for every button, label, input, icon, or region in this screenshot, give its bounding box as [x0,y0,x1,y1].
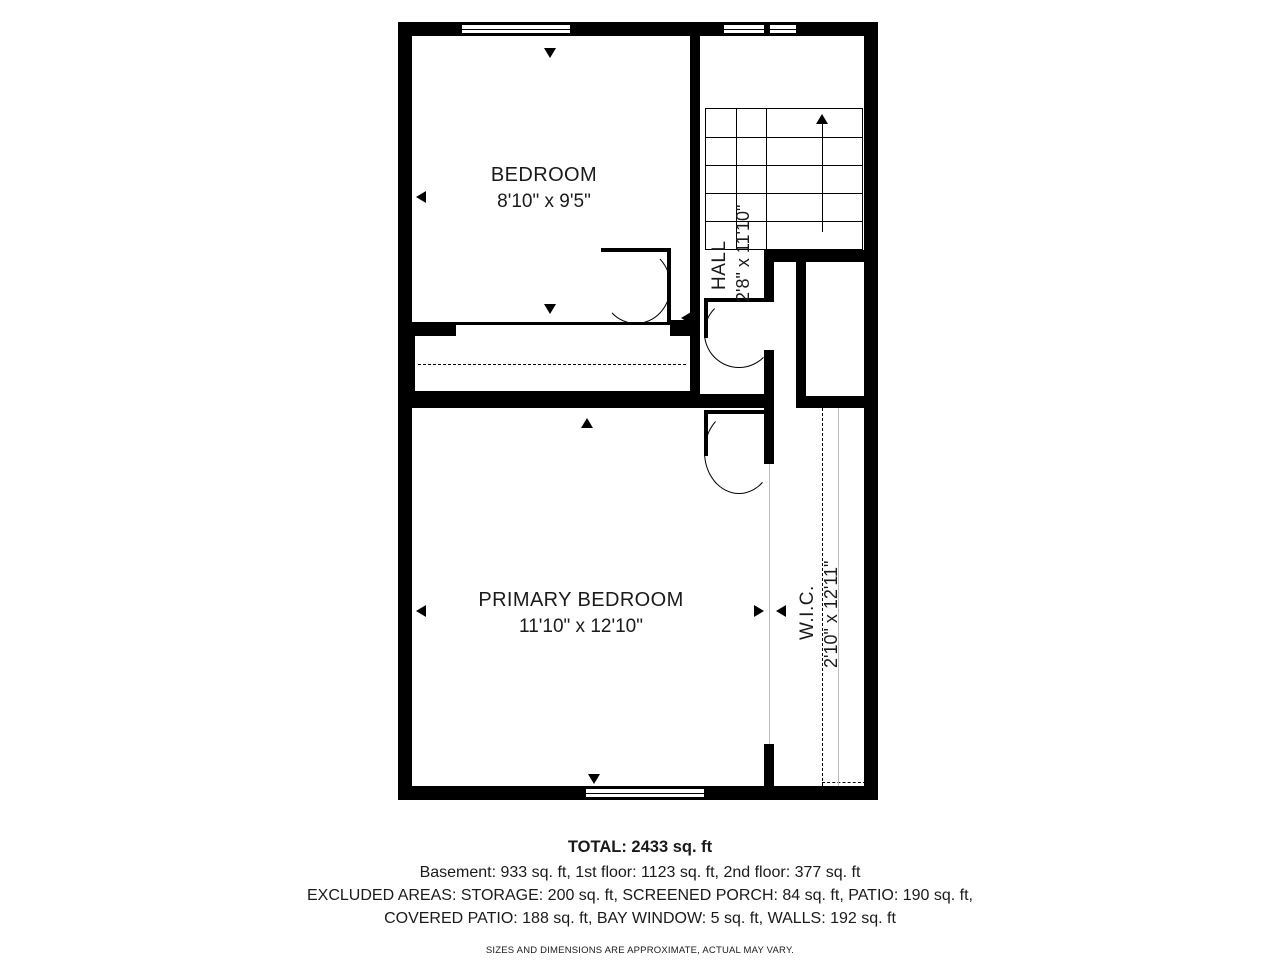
room-dims-wic-wrap [820,561,844,668]
room-name-hall: HALL [709,240,730,290]
room-label-wic [796,585,821,640]
door-leaf-primary-bedroom [704,410,774,414]
footer-area-breakdown: Basement: 933 sq. ft, 1st floor: 1123 sq. ft, 2nd floor: 377 sq. ft [419,864,861,881]
interior-wall-wic-top [796,396,878,408]
wic-threshold-line [769,464,770,744]
stair-direction-line [822,122,823,232]
exterior-wall-right [864,22,878,800]
interior-wall-stair-bottom [764,250,878,262]
footer-total-area: TOTAL: 2433 sq. ft [567,838,713,856]
room-dims-hall: 2'8" x 11'10" [733,204,753,302]
room-dims-wic: 2'10" x 12'11" [821,560,841,668]
interior-wall-stair-right [764,22,770,36]
wic-shelf-dashed-bottom [822,782,866,783]
room-dims-bedroom: 8'10" x 9'5" [497,191,591,212]
footer-disclaimer: SIZES AND DIMENSIONS ARE APPROXIMATE, ACTUAL MAY VARY. [485,944,795,956]
window-primary-bedroom-bottom [586,787,704,799]
door-jamb-bedroom [667,248,671,324]
room-dims-hall-wrap [732,205,756,302]
dimension-arrow-hall-left [681,312,691,324]
door-leaf-bedroom [601,248,671,252]
door-jamb-primary-bedroom [704,410,708,456]
staircase-up [705,108,863,250]
interior-wall-primary-top [398,394,700,408]
stair-landing-outline-left [412,336,415,394]
window-bedroom-top [462,23,570,35]
interior-wall-hall-left [690,22,700,394]
room-label-primary-bedroom [398,587,764,640]
floor-plan-footer [0,838,1280,956]
interior-wall-closet-left-lower [764,350,774,408]
room-dims-primary-bedroom: 11'10" x 12'10" [519,616,643,637]
dimension-arrow-wic-left [776,605,786,617]
room-name-wic: W.I.C. [797,585,818,640]
room-label-hall [708,240,733,290]
dimension-arrow-primary-bottom [588,774,600,784]
door-arc-closet-upper [704,298,774,368]
dimension-arrow-bedroom-bottom [544,304,556,314]
room-label-bedroom [398,162,690,215]
footer-excluded-areas-1: EXCLUDED AREAS: STORAGE: 200 sq. ft, SCREENED PORCH: 84 sq. ft, PATIO: 190 sq. ft, [307,887,973,905]
floor-plan-drawing [398,22,878,800]
dimension-arrow-bedroom-top [544,48,556,58]
interior-wall-closet-left [764,262,774,298]
interior-wall-primary-top-right [700,394,764,408]
interior-wall-bedroom-bottom-left [398,322,456,336]
exterior-wall-left [398,22,412,800]
footer-excluded-areas-2: COVERED PATIO: 188 sq. ft, BAY WINDOW: 5 sq. ft, WALLS: 192 sq. ft [384,910,896,928]
room-name-primary-bedroom: PRIMARY BEDROOM [478,589,684,611]
interior-wall-wic-left [796,262,806,396]
interior-wall-wic-divider-lower [764,744,774,800]
stair-landing-dashed-line [418,364,686,365]
dimension-arrow-stair-landing [581,418,593,428]
stair-up-arrow-icon [816,114,828,124]
door-jamb-closet-upper [704,298,708,338]
door-arc-primary-bedroom [704,410,774,494]
window-hall-top [724,23,796,35]
door-arc-bedroom [601,248,671,324]
room-name-bedroom: BEDROOM [490,164,598,186]
